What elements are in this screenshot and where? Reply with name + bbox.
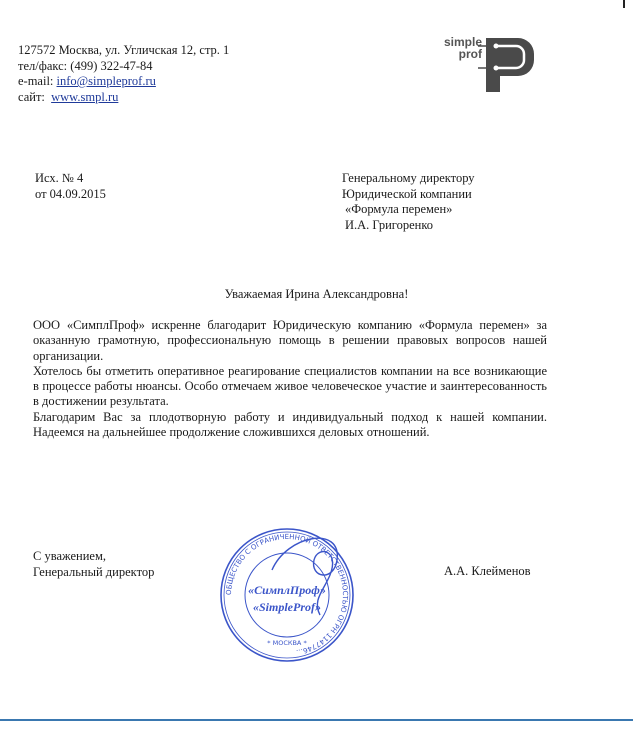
body-paragraph-1: ООО «СимплПроф» искренне благодарит Юридическую компанию «Формула перемен» за оказанную грамотную, профессиональную помощь в решении правовых вопросов нашей организации. xyxy=(33,318,547,363)
addressee-line-1: Генеральному директору xyxy=(342,171,475,185)
sender-address: 127572 Москва, ул. Угличская 12, стр. 1 xyxy=(18,43,230,57)
addressee-line-4: И.А. Григоренко xyxy=(345,217,434,232)
signer-name: А.А. Клейменов xyxy=(444,564,531,578)
stamp-name-en: «SimpleProf» xyxy=(253,600,321,614)
closing-block xyxy=(33,549,154,580)
sender-contact-block xyxy=(18,43,229,105)
body-paragraph-2: Хотелось бы отметить оперативное реагирование специалистов компании на все возникающие в процессе работы нюансы. Особо отмечаем живое человеческое участие и заинтересованность в достижении результата. xyxy=(33,363,547,409)
email-label: e-mail: xyxy=(18,74,57,88)
company-logo xyxy=(430,30,540,100)
stamp-name-ru: «СимплПроф» xyxy=(248,583,326,597)
sender-site-row xyxy=(18,90,229,106)
outgoing-reference xyxy=(35,171,106,202)
greeting: Уважаемая Ирина Александровна! xyxy=(224,287,409,301)
sender-email-row xyxy=(18,74,229,90)
letter-body xyxy=(33,318,547,440)
addressee-block xyxy=(342,171,475,233)
stamp-seal-icon xyxy=(212,520,362,670)
logo-word-prof: prof xyxy=(458,47,482,61)
sender-phone: тел/факс: (499) 322-47-84 xyxy=(18,58,153,73)
closing-line-2: Генеральный директор xyxy=(33,564,155,579)
email-link[interactable]: info@simpleprof.ru xyxy=(56,74,156,88)
outgoing-number: Исх. № 4 xyxy=(35,171,84,185)
body-paragraph-3: Благодарим Вас за плодотворную работу и индивидуальный подход к нашей компании. Надеемся на дальнейшее продолжение сложившихся деловых отношений. xyxy=(33,409,547,440)
logo-word-simple: simple xyxy=(443,35,482,49)
company-stamp xyxy=(212,520,362,670)
addressee-line-3: «Формула перемен» xyxy=(345,202,453,216)
closing-line-1: С уважением, xyxy=(33,549,106,563)
stamp-ring-text: ОБЩЕСТВО С ОГРАНИЧЕННОЙ ОТВЕТСТВЕННОСТЬЮ ОГРН 1147746... xyxy=(224,532,350,657)
logo-mark-icon xyxy=(430,30,540,100)
stamp-city: * МОСКВА * xyxy=(267,639,307,647)
scan-corner-mark xyxy=(623,0,625,8)
addressee-line-2: Юридической компании xyxy=(342,186,472,201)
footer-rule xyxy=(0,719,633,721)
site-link[interactable]: www.smpl.ru xyxy=(51,89,119,104)
site-label: сайт: xyxy=(18,89,45,104)
outgoing-date: от 04.09.2015 xyxy=(35,186,106,201)
